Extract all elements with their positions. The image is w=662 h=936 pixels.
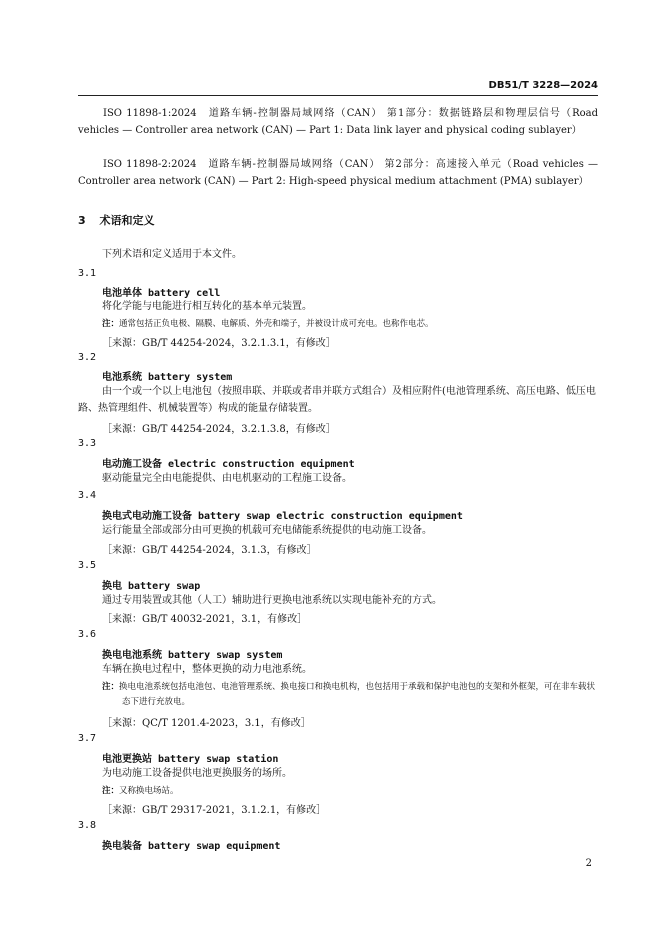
reference-iso-11898-1: ISO 11898-1:2024 道路车辆-控制器局域网络（CAN） 第1部分：数据链路层和物理层信号（Road vehicles — Controller area network (CAN) — Part 1: Data link layer and physical coding sublayer） bbox=[78, 108, 598, 136]
term-title bbox=[102, 646, 282, 661]
term-title bbox=[102, 368, 232, 383]
term-title bbox=[102, 455, 355, 470]
term-source: ［来源：GB/T 44254-2024，3.1.3，有修改］ bbox=[102, 545, 317, 556]
term-en: battery cell bbox=[148, 288, 221, 299]
term-en: battery swap system bbox=[168, 650, 283, 661]
term-note: 注：通常包括正负电极、隔膜、电解质、外壳和端子，并被设计成可充电。也称作电芯。 bbox=[102, 319, 434, 329]
term-title bbox=[102, 577, 200, 592]
term-source: ［来源：GB/T 44254-2024，3.2.1.3.8，有修改］ bbox=[102, 424, 336, 435]
term-definition: 将化学能与电能进行相互转化的基本单元装置。 bbox=[102, 301, 312, 312]
term-zh: 电池单体 bbox=[102, 288, 142, 299]
term-en: battery swap bbox=[128, 581, 201, 592]
term-title bbox=[102, 837, 280, 852]
term-zh: 电池系统 bbox=[102, 372, 142, 383]
term-definition: 车辆在换电过程中，整体更换的动力电池系统。 bbox=[102, 664, 312, 675]
term-number: 3.6 bbox=[78, 629, 97, 640]
term-note: 注：又称换电场站。 bbox=[102, 786, 179, 796]
term-number: 3.5 bbox=[78, 560, 97, 571]
term-zh: 换电 bbox=[102, 581, 122, 592]
term-number: 3.8 bbox=[78, 820, 97, 831]
term-source: ［来源：GB/T 29317-2021，3.1.2.1，有修改］ bbox=[102, 805, 327, 816]
term-en: battery swap equipment bbox=[148, 841, 281, 852]
term-zh: 换电式电动施工设备 bbox=[102, 511, 192, 522]
term-definition: 为电动施工设备提供电池更换服务的场所。 bbox=[102, 768, 292, 779]
term-title bbox=[102, 284, 220, 299]
term-en: battery system bbox=[148, 372, 233, 383]
term-number: 3.4 bbox=[78, 490, 97, 501]
section-heading bbox=[78, 212, 155, 228]
section-number: 3 bbox=[78, 214, 86, 227]
section-title: 术语和定义 bbox=[99, 214, 155, 227]
term-zh: 换电装备 bbox=[102, 841, 142, 852]
term-number: 3.7 bbox=[78, 733, 97, 744]
term-number: 3.1 bbox=[78, 268, 97, 279]
term-en: battery swap station bbox=[158, 754, 279, 765]
term-source: ［来源：GB/T 40032-2021，3.1，有修改］ bbox=[102, 614, 308, 625]
term-en: electric construction equipment bbox=[168, 459, 355, 470]
page-number: 2 bbox=[585, 858, 592, 869]
term-zh: 换电电池系统 bbox=[102, 650, 162, 661]
header-rule bbox=[78, 95, 598, 96]
intro-text: 下列术语和定义适用于本文件。 bbox=[102, 249, 242, 260]
doc-code-header: DB51/T 3228—2024 bbox=[488, 80, 598, 91]
term-source: ［来源：QC/T 1201.4-2023，3.1，有修改］ bbox=[102, 718, 311, 729]
term-zh: 电池更换站 bbox=[102, 754, 152, 765]
term-definition: 驱动能量完全由电能提供、由电机驱动的工程施工设备。 bbox=[102, 473, 352, 484]
term-title bbox=[102, 507, 463, 522]
term-definition: 通过专用装置或其他（人工）辅助进行更换电池系统以实现电能补充的方式。 bbox=[102, 595, 442, 606]
term-definition: 运行能量全部或部分由可更换的机载可充电储能系统提供的电动施工设备。 bbox=[102, 525, 432, 536]
term-number: 3.2 bbox=[78, 352, 97, 363]
term-definition: 由一个或一个以上电池包（按照串联、并联或者串并联方式组合）及相应附件(电池管理系统、高压电路、低压电路、热管理组件、机械装置等）构成的能量存储装置。 bbox=[78, 386, 596, 414]
term-number: 3.3 bbox=[78, 438, 97, 449]
term-note: 注：换电电池系统包括电池包、电池管理系统、换电接口和换电机构，也包括用于承载和保护电池包的支架和外框架，可在非车载状态下进行充放电。 bbox=[102, 682, 596, 707]
term-title bbox=[102, 750, 278, 765]
term-en: battery swap electric construction equipment bbox=[198, 511, 463, 522]
reference-iso-11898-2: ISO 11898-2:2024 道路车辆-控制器局域网络（CAN） 第2部分：高速接入单元（Road vehicles — Controller area network (CAN) — Part 2: High-speed physical medium attachment (PMA) sublayer） bbox=[78, 159, 598, 187]
term-source: ［来源：GB/T 44254-2024，3.2.1.3.1，有修改］ bbox=[102, 338, 336, 349]
term-zh: 电动施工设备 bbox=[102, 459, 162, 470]
